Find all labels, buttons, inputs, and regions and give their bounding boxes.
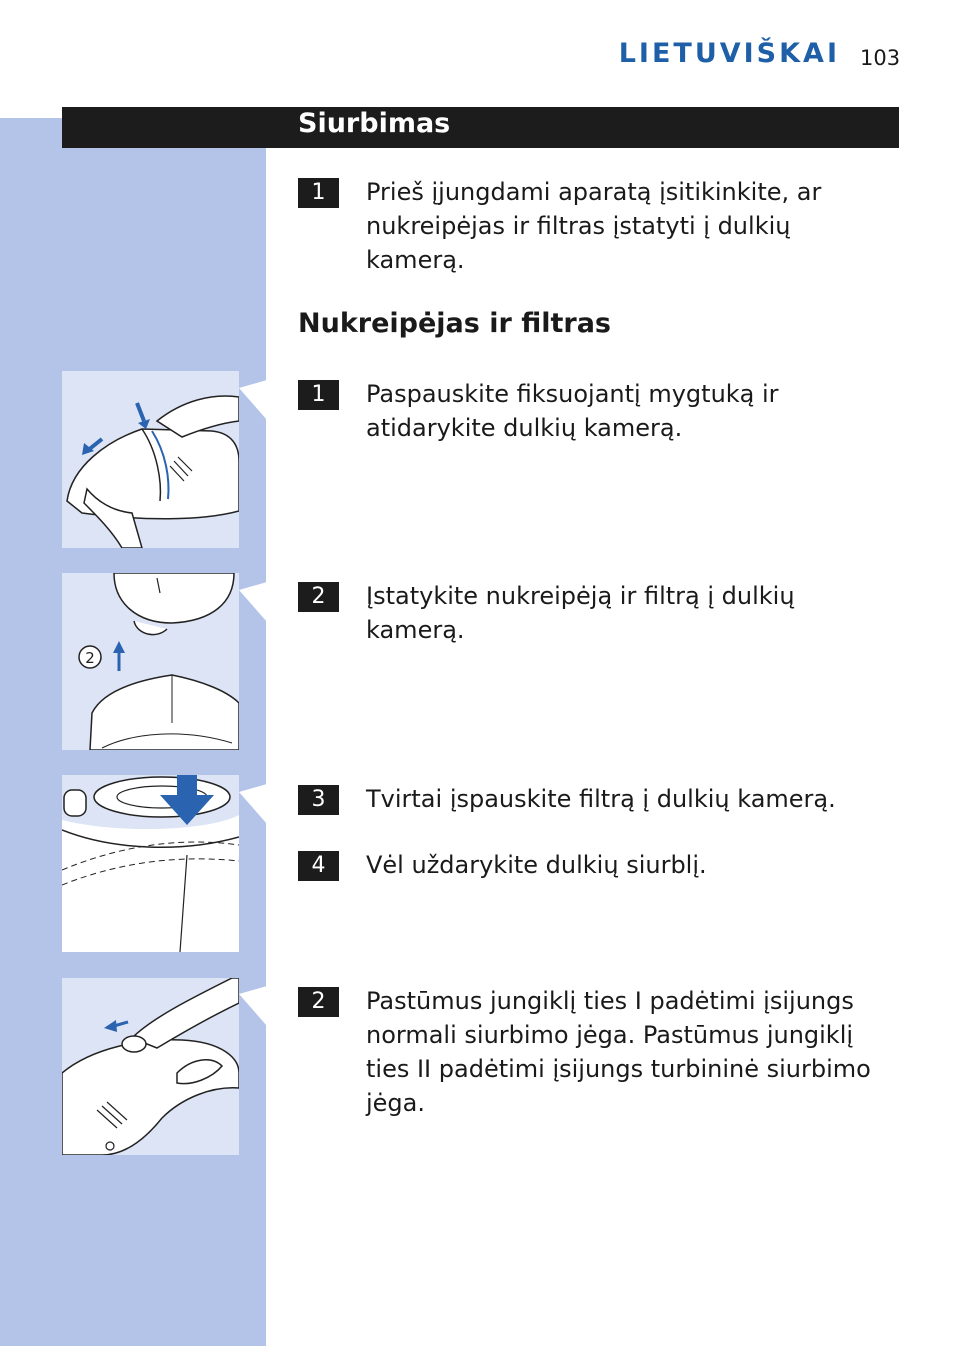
illustration-power-switch: [62, 978, 239, 1155]
step-number: 2: [298, 987, 339, 1017]
callout-pointer: [239, 380, 267, 440]
step-number: 1: [298, 178, 339, 208]
illustration-open-chamber: [62, 371, 239, 548]
language-header: LIETUVIŠKAI: [618, 38, 840, 69]
callout-pointer: [239, 986, 267, 1046]
insert-filter-drawing: [62, 573, 239, 750]
power-switch-drawing: [62, 978, 239, 1155]
step-text: Tvirtai įspauskite filtrą į dulkių kamerą.: [366, 785, 836, 813]
step-number: 3: [298, 785, 339, 815]
section-title: Siurbimas: [298, 108, 451, 139]
open-chamber-drawing: [62, 371, 239, 548]
step-number: 4: [298, 851, 339, 881]
page-number: 103: [860, 46, 901, 70]
step-text: Įstatykite nukreipėją ir filtrą į dulkių kamerą.: [366, 582, 795, 644]
subheading: Nukreipėjas ir filtras: [298, 308, 611, 339]
step-text: Pastūmus jungiklį ties I padėtimi įsijungs normali siurbimo jėga. Pastūmus jungiklį ties II padėtimi įsijungs turbininė siurbimo jėga.: [366, 987, 871, 1117]
figure-step-label: 2: [85, 649, 95, 667]
callout-pointer: [239, 784, 267, 844]
illustration-insert-filter: [62, 573, 239, 750]
callout-pointer: [239, 582, 267, 642]
step-text: Prieš įjungdami aparatą įsitikinkite, ar nukreipėjas ir filtras įstatyti į dulkių kamerą.: [366, 178, 822, 274]
step-number: 1: [298, 380, 339, 410]
step-text: Paspauskite fiksuojantį mygtuką ir atidarykite dulkių kamerą.: [366, 380, 779, 442]
step-text: Vėl uždarykite dulkių siurblį.: [366, 851, 707, 879]
step-number: 2: [298, 582, 339, 612]
section-header-bar: [62, 107, 899, 148]
press-filter-drawing: [62, 775, 239, 952]
illustration-press-filter: [62, 775, 239, 952]
